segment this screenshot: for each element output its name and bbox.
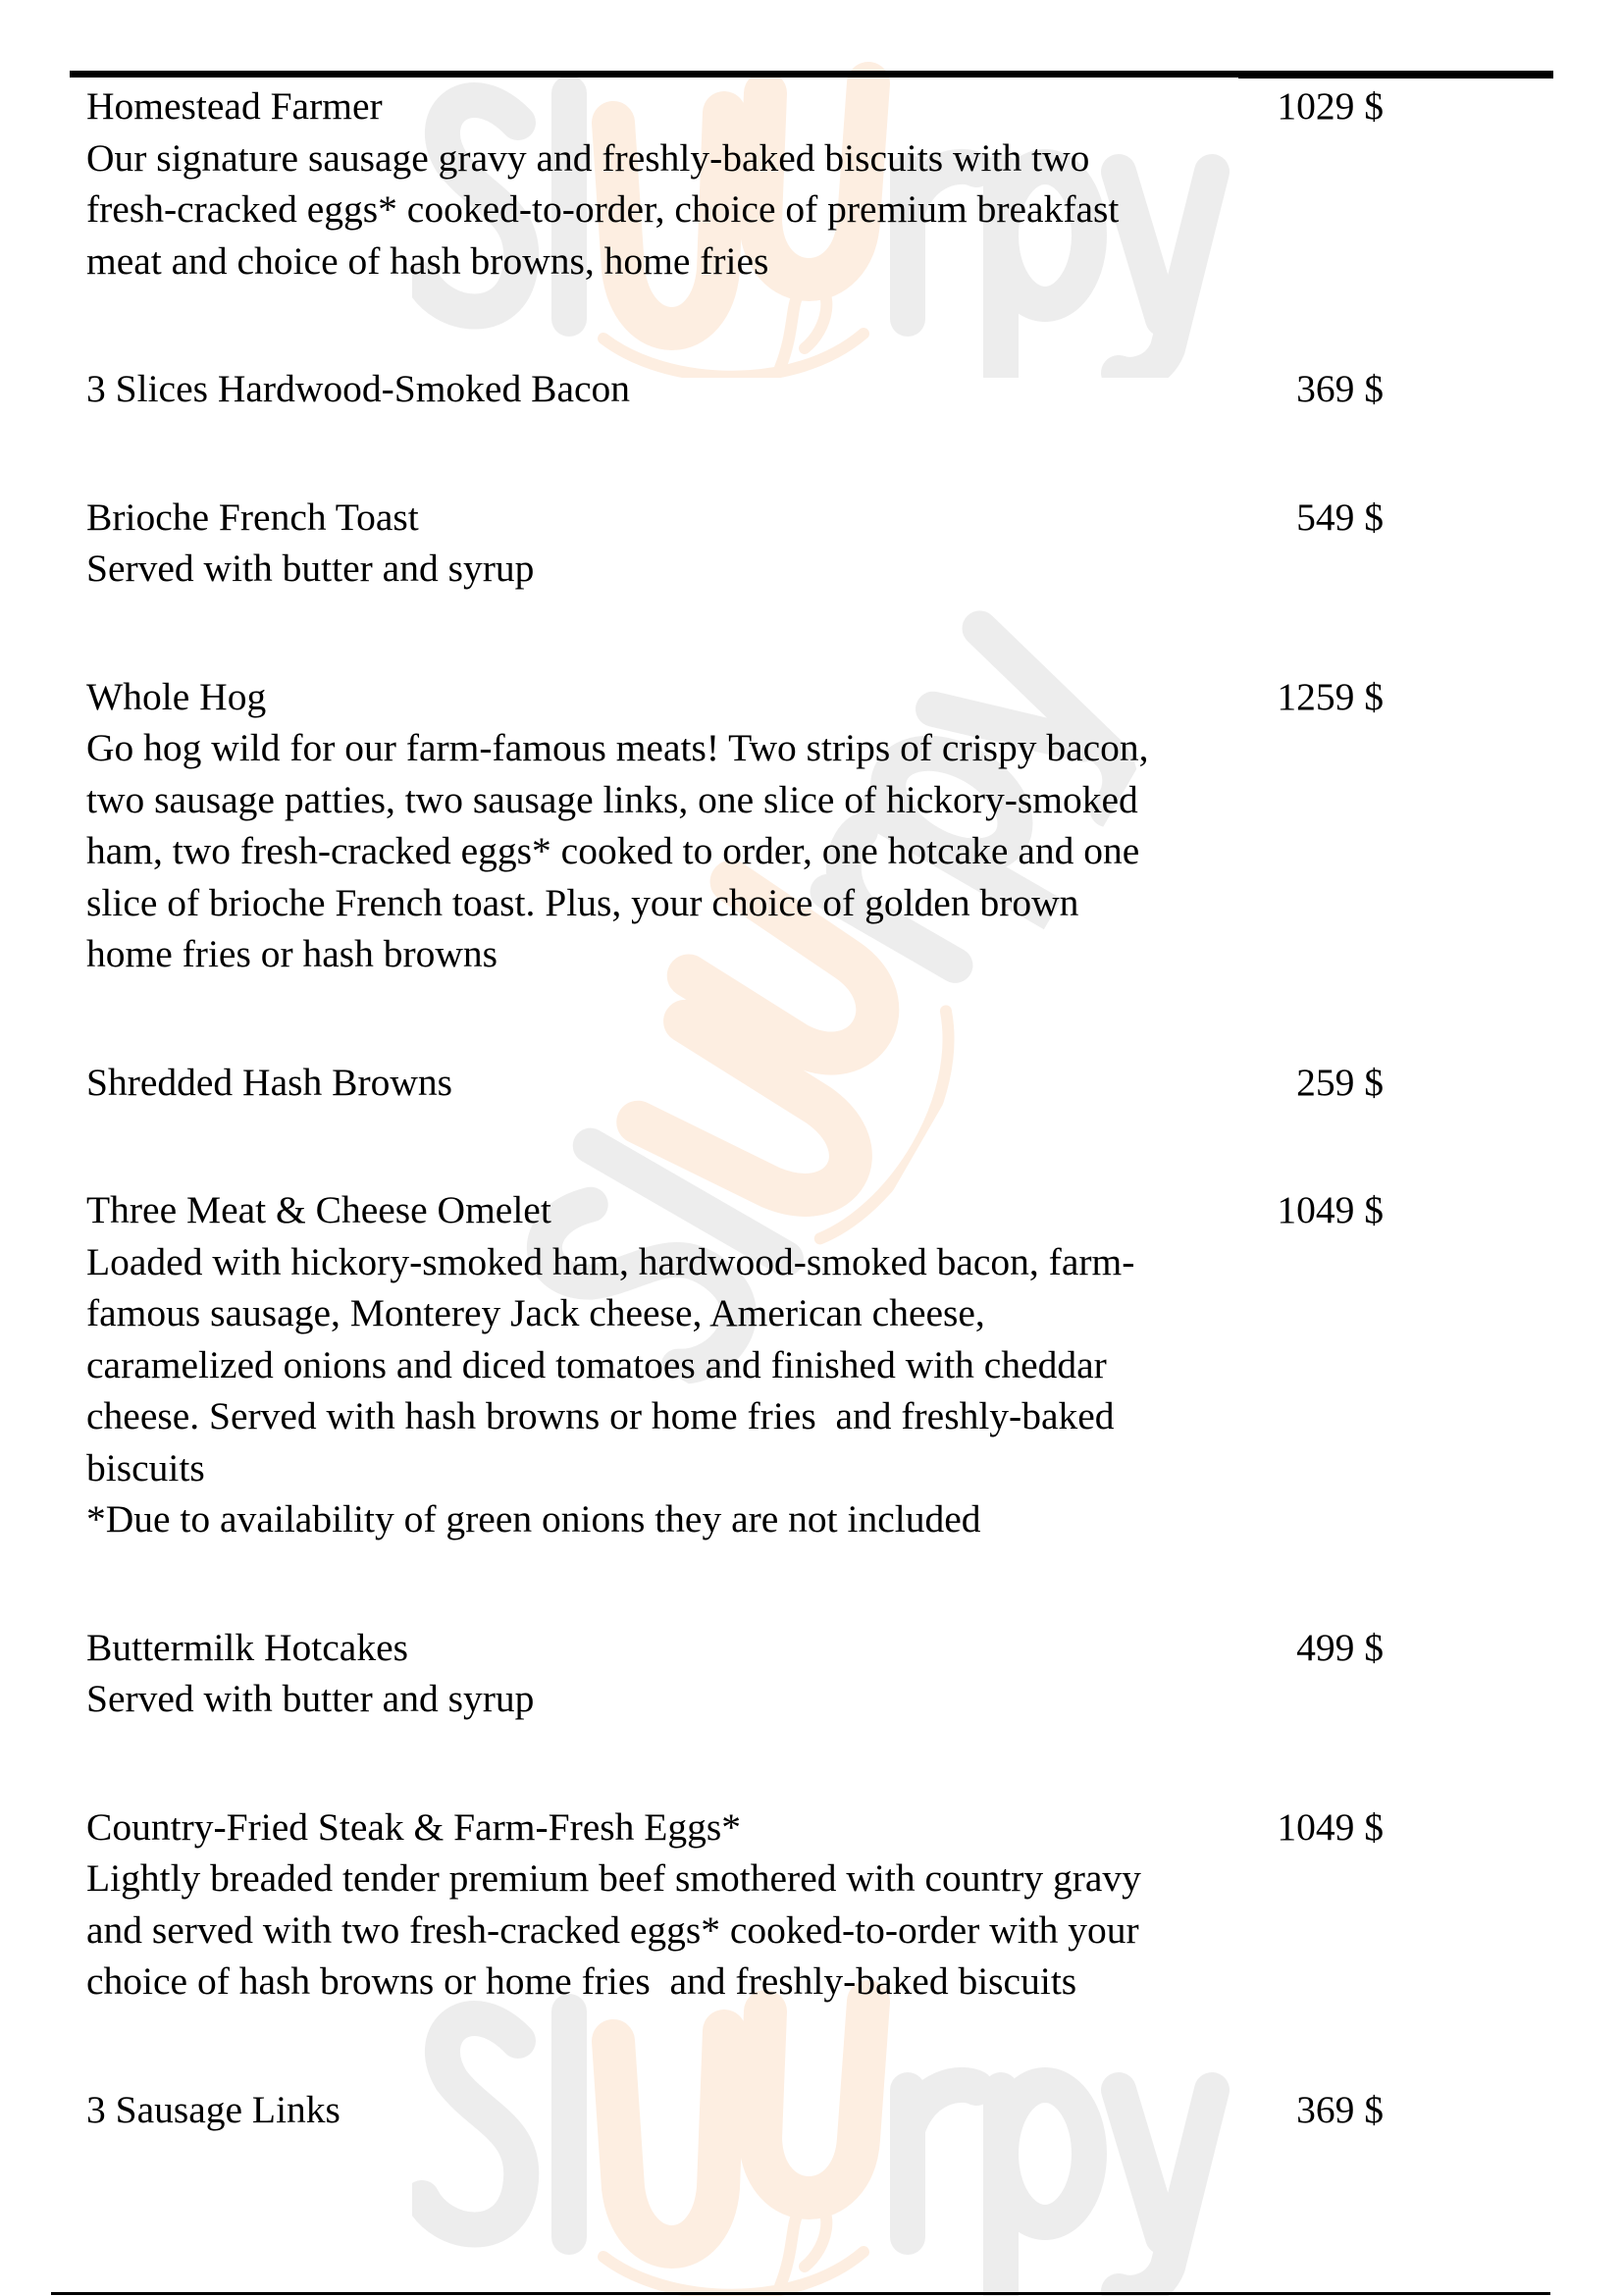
menu-item-description-line: choice of hash browns or home fries and freshly-baked biscuits: [86, 1959, 1077, 2003]
menu-item-description-line: home fries or hash browns: [86, 932, 498, 975]
menu-item-price: 259 $: [1296, 1060, 1384, 1104]
menu-item-description-line: ham, two fresh-cracked eggs* cooked to order, one hotcake and one: [86, 829, 1140, 872]
menu-item-description-line: Served with butter and syrup: [86, 547, 535, 590]
menu-item-description-line: two sausage patties, two sausage links, one slice of hickory-smoked: [86, 777, 1138, 821]
menu-item-price: 1259 $: [1277, 674, 1384, 718]
menu-item: [86, 363, 1384, 415]
menu-item-price: 369 $: [1296, 367, 1384, 410]
menu-item: [86, 1622, 1384, 1725]
top-divider-price-column: [1238, 71, 1553, 78]
menu-item-name: Country-Fried Steak & Farm-Fresh Eggs*: [86, 1804, 742, 1849]
menu-item: [86, 1057, 1384, 1109]
menu-item-name: Whole Hog: [86, 674, 267, 718]
menu-item-name: Homestead Farmer: [86, 84, 383, 128]
menu-item-name: Brioche French Toast: [86, 495, 419, 539]
menu-item-name: Three Meat & Cheese Omelet: [86, 1188, 551, 1231]
menu-item: [86, 671, 1384, 980]
menu-item-description-line: *Due to availability of green onions they are not included: [86, 1497, 981, 1540]
menu-item-description-line: Loaded with hickory-smoked ham, hardwood-smoked bacon, farm-: [86, 1239, 1135, 1283]
menu-item: [86, 1184, 1384, 1545]
menu-item-name: Shredded Hash Browns: [86, 1060, 453, 1104]
menu-item-description-line: slice of brioche French toast. Plus, your choice of golden brown: [86, 880, 1079, 924]
menu-item-description-line: Served with butter and syrup: [86, 1677, 535, 1720]
menu-item-description-line: Lightly breaded tender premium beef smothered with country gravy: [86, 1856, 1141, 1900]
menu-item-description-line: fresh-cracked eggs* cooked-to-order, choice of premium breakfast: [86, 187, 1120, 231]
menu-item-price: 1049 $: [1277, 1188, 1384, 1231]
menu-item-name: 3 Slices Hardwood-Smoked Bacon: [86, 367, 631, 410]
menu-item-description-line: Our signature sausage gravy and freshly-baked biscuits with two: [86, 135, 1090, 180]
menu-item: [86, 1801, 1384, 2008]
menu-item-description-line: meat and choice of hash browns, home fries: [86, 238, 769, 283]
menu-item-name: Buttermilk Hotcakes: [86, 1625, 408, 1669]
menu-item-price: 549 $: [1296, 495, 1384, 539]
menu-item-price: 369 $: [1296, 2087, 1384, 2131]
menu-item-description-line: Go hog wild for our farm-famous meats! Two strips of crispy bacon,: [86, 726, 1149, 769]
menu-item-price: 1049 $: [1277, 1804, 1384, 1849]
menu-item: [86, 492, 1384, 595]
menu-item-description-line: biscuits: [86, 1445, 205, 1489]
menu-item: [86, 2084, 1384, 2136]
menu-item-description-line: famous sausage, Monterey Jack cheese, American cheese,: [86, 1291, 985, 1334]
menu-item-description-line: caramelized onions and diced tomatoes and finished with cheddar: [86, 1342, 1107, 1386]
menu-item-price: 1029 $: [1277, 84, 1384, 128]
menu-item-description-line: cheese. Served with hash browns or home fries and freshly-baked: [86, 1394, 1115, 1437]
menu-list: [86, 80, 1384, 2212]
menu-item-price: 499 $: [1296, 1625, 1384, 1669]
menu-item-name: 3 Sausage Links: [86, 2087, 340, 2131]
menu-item-description-line: and served with two fresh-cracked eggs* cooked-to-order with your: [86, 1907, 1139, 1952]
menu-item: [86, 80, 1384, 287]
